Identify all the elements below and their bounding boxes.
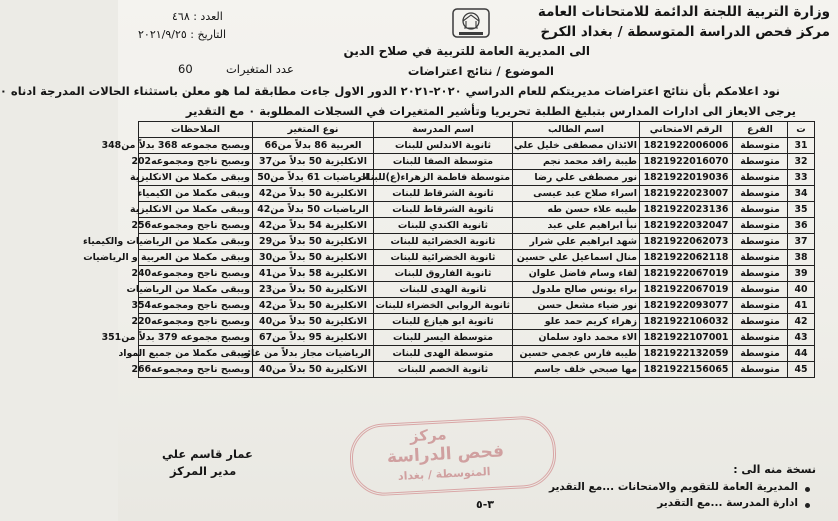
table-row [139, 138, 815, 154]
branch-cell: متوسطة [733, 202, 788, 218]
table-row [139, 154, 815, 170]
row-number: 33 [788, 170, 815, 186]
notes-cell: ويبقى مكملا من جميع المواد [139, 346, 253, 362]
notes-cell: ويبقى مكملا من الانكليزية [139, 170, 253, 186]
row-number: 40 [788, 282, 815, 298]
change-type-cell: الانكليزية 50 بدلاً من37 [253, 154, 374, 170]
exam-number-cell: 1821922156065 [640, 362, 733, 378]
notes-cell: ويبقى مكملا من الانكليزية [139, 202, 253, 218]
table-row [139, 186, 815, 202]
exam-number-cell: 1821922062073 [640, 234, 733, 250]
table-row [139, 282, 815, 298]
change-type-cell: الانكليزية 50 بدلاً من42 [253, 298, 374, 314]
exam-number-cell: 1821922006006 [640, 138, 733, 154]
copy-recipient: المديرية العامة للتقويم والامتحانات ...مع التقدير [548, 481, 798, 493]
change-type-cell: الانكليزية 50 بدلاً من40 [253, 362, 374, 378]
change-type-cell: الانكليزية 50 بدلاً من42 [253, 186, 374, 202]
school-name-cell: متوسطة فاطمة الزهراء(ع)للبنات [374, 170, 513, 186]
exam-number-cell: 1821922016070 [640, 154, 733, 170]
exam-number-cell: 1821922023007 [640, 186, 733, 202]
exam-number-cell: 1821922067019 [640, 282, 733, 298]
student-name-cell: زهراء كريم حمد علو [513, 314, 640, 330]
branch-cell: متوسطة [733, 346, 788, 362]
row-number: 45 [788, 362, 815, 378]
document-number: العدد : ٤٦٨ [172, 10, 223, 23]
table-row [139, 170, 815, 186]
branch-cell: متوسطة [733, 234, 788, 250]
school-name-cell: ثانوية الفاروق للبنات [374, 266, 513, 282]
student-name-cell: شهد ابراهيم علي شرار [513, 234, 640, 250]
student-name-cell: نور مصطفى علي رضا [513, 170, 640, 186]
recipient-line: الى المديرية العامة للتربية في صلاح الدين [343, 44, 590, 58]
row-number: 32 [788, 154, 815, 170]
variables-count-label: عدد المتغيرات [225, 62, 294, 76]
row-number: 38 [788, 250, 815, 266]
school-name-cell: متوسطة الهدى للبنات [374, 346, 513, 362]
table-row [139, 330, 815, 346]
exam-number-cell: 1821922067019 [640, 266, 733, 282]
branch-cell: متوسطة [733, 330, 788, 346]
student-name-cell: اسراء صلاح عبد عيسى [513, 186, 640, 202]
notes-cell: ويصبح ناجح ومجموعه266 [139, 362, 253, 378]
school-name-cell: متوسطة الصفا للبنات [374, 154, 513, 170]
notes-cell: ويبقى مكملا من الرياضيات والكيمياء [139, 234, 253, 250]
signatory-title: مدير المركز [170, 464, 237, 478]
notes-cell: ويصبح ناجح ومجموعه202 [139, 154, 253, 170]
table-row [139, 314, 815, 330]
student-name-cell: طيبه علاء حسن طه [513, 202, 640, 218]
school-name-cell: ثانوية الروابي الخضراء للبنات [374, 298, 513, 314]
row-number: 41 [788, 298, 815, 314]
notes-cell: ويبقى مكملا من الرياضيات [139, 282, 253, 298]
row-number: 43 [788, 330, 815, 346]
column-header: ت [788, 122, 815, 138]
notes-cell: ويصبح مجموعه 379 بدلاً من351 [139, 330, 253, 346]
row-number: 42 [788, 314, 815, 330]
change-type-cell: الرياضيات مجاز بدلاً من غائب [253, 346, 374, 362]
school-name-cell: ثانوية الهدى للبنات [374, 282, 513, 298]
stamp-line-1: مركز [409, 425, 448, 446]
exam-number-cell: 1821922132059 [640, 346, 733, 362]
change-type-cell: الانكليزية 54 بدلاً من42 [253, 218, 374, 234]
student-name-cell: نور ضياء مشعل حسن [513, 298, 640, 314]
student-name-cell: طيبة راقد محمد نجم [513, 154, 640, 170]
table-row [139, 346, 815, 362]
school-name-cell: ثانوية الكندي للبنات [374, 218, 513, 234]
center-heading: مركز فحص الدراسة المتوسطة / بغداد الكرخ [540, 24, 830, 40]
student-name-cell: براء يونس صالح ملدول [513, 282, 640, 298]
exam-number-cell: 1821922062118 [640, 250, 733, 266]
notes-cell: ويصبح ناجح ومجموعه240 [139, 266, 253, 282]
change-type-cell: الانكليزية 95 بدلاً من67 [253, 330, 374, 346]
change-type-cell: الانكليزية 50 بدلاً من29 [253, 234, 374, 250]
notes-cell: ويصبح ناجح ومجموعه256 [139, 218, 253, 234]
branch-cell: متوسطة [733, 314, 788, 330]
change-type-cell: الانكليزية 50 بدلاً من40 [253, 314, 374, 330]
exam-number-cell: 1821922093077 [640, 298, 733, 314]
change-type-cell: الرياضيات 61 بدلاً من50 [253, 170, 374, 186]
student-name-cell: منال اسماعيل علي حسين [513, 250, 640, 266]
exam-number-cell: 1821922019036 [640, 170, 733, 186]
exam-number-cell: 1821922107001 [640, 330, 733, 346]
bullet-icon [805, 487, 810, 492]
column-header: الرقم الامتحاني [640, 122, 733, 138]
notes-cell: ويصبح ناجح ومجموعه220 [139, 314, 253, 330]
table-header-row [139, 122, 815, 138]
row-number: 37 [788, 234, 815, 250]
column-header: اسم الطالب [513, 122, 640, 138]
school-name-cell: ثانوية الخضرائية للبنات [374, 250, 513, 266]
stamp-line-2: فحص الدراسة [386, 441, 505, 468]
column-header: الفرع [733, 122, 788, 138]
table-row [139, 234, 815, 250]
table-row [139, 202, 815, 218]
bullet-icon [805, 503, 810, 508]
row-number: 31 [788, 138, 815, 154]
student-name-cell: طيبه فارس عجمي حسين [513, 346, 640, 362]
notes-cell: ويصبح ناجح ومجموعه354 [139, 298, 253, 314]
official-stamp [348, 415, 557, 498]
copies-title: نسخة منه الى : [733, 463, 816, 476]
student-name-cell: مها صبحي خلف جاسم [513, 362, 640, 378]
notes-cell: ويبقى مكملا من العربية و الرياضيات [139, 250, 253, 266]
document-date: التاريخ : ٢٠٢١/٩/٢٥ [138, 28, 227, 41]
body-paragraph-line-2: يرجى الايعاز الى ادارات المدارس بتبليغ الطلبة تحريريا وتأشير المتغيرات في السجلات المطلوبة ٠ مع التقدير [185, 104, 796, 118]
results-table [82, 121, 815, 378]
body-paragraph-line-1: نود اعلامكم بأن نتائج اعتراضات مديريتكم للعام الدراسي ٢٠٢٠-٢٠٢١ الدور الاول جاءت مطابقة لما هو معلن باستثناء الحالات المدرجة ادناه ٠ [0, 84, 780, 98]
branch-cell: متوسطة [733, 362, 788, 378]
row-number: 34 [788, 186, 815, 202]
student-name-cell: لقاء وسام فاضل علوان [513, 266, 640, 282]
branch-cell: متوسطة [733, 266, 788, 282]
school-name-cell: متوسطة اليسر للبنات [374, 330, 513, 346]
branch-cell: متوسطة [733, 218, 788, 234]
table-row [139, 266, 815, 282]
notes-cell: ويبقى مكملا من الكيمياء [139, 186, 253, 202]
signatory-name: عمار قاسم علي [162, 447, 253, 461]
subject-line: الموضوع / نتائج اعتراضات [407, 64, 554, 78]
exam-number-cell: 1821922032047 [640, 218, 733, 234]
table-row [139, 362, 815, 378]
school-name-cell: ثانوية الشرقاط للبنات [374, 202, 513, 218]
variables-count [178, 62, 294, 76]
exam-number-cell: 1821922023136 [640, 202, 733, 218]
branch-cell: متوسطة [733, 186, 788, 202]
table-row [139, 218, 815, 234]
student-name-cell: الائذان مصطفى خليل علي [513, 138, 640, 154]
school-name-cell: ثانوية الخصم للبنات [374, 362, 513, 378]
row-number: 35 [788, 202, 815, 218]
ministry-heading: وزارة التربية اللجنة الدائمة للامتحانات العامة [537, 4, 830, 20]
student-name-cell: نبأ ابراهيم علي عبد [513, 218, 640, 234]
branch-cell: متوسطة [733, 298, 788, 314]
table-body [82, 138, 815, 378]
change-type-cell: الانكليزية 58 بدلاً من41 [253, 266, 374, 282]
branch-cell: متوسطة [733, 282, 788, 298]
notes-cell: ويصبح مجموعه 368 بدلاً من348 [139, 138, 253, 154]
branch-cell: متوسطة [733, 154, 788, 170]
change-type-cell: الانكليزية 50 بدلاً من30 [253, 250, 374, 266]
change-type-cell: الرياضيات 50 بدلاً من42 [253, 202, 374, 218]
exam-number-cell: 1821922106032 [640, 314, 733, 330]
row-number: 44 [788, 346, 815, 362]
stamp-line-3: المتوسطة / بغداد [397, 465, 491, 483]
ministry-logo-icon [450, 6, 492, 40]
column-header: الملاحظات [139, 122, 253, 138]
table-row [139, 250, 815, 266]
school-name-cell: ثانوية الخضرائية للبنات [374, 234, 513, 250]
column-header: نوع المتغير [253, 122, 374, 138]
school-name-cell: ثانوية الاندلس للبنات [374, 138, 513, 154]
change-type-cell: العربية 86 بدلاً من66 [253, 138, 374, 154]
school-name-cell: ثانوية الشرقاط للبنات [374, 186, 513, 202]
variables-count-value: 60 [178, 62, 193, 76]
branch-cell: متوسطة [733, 250, 788, 266]
branch-cell: متوسطة [733, 170, 788, 186]
column-header: اسم المدرسة [374, 122, 513, 138]
copy-recipient: ادارة المدرسة ...مع التقدير [657, 497, 798, 509]
table-row [139, 298, 815, 314]
row-number: 36 [788, 218, 815, 234]
branch-cell: متوسطة [733, 138, 788, 154]
change-type-cell: الانكليزية 50 بدلاً من23 [253, 282, 374, 298]
student-name-cell: الاء محمد داود سلمان [513, 330, 640, 346]
row-number: 39 [788, 266, 815, 282]
page-number: ٣-٥ [476, 498, 495, 511]
school-name-cell: ثانوية ابو هيازع للبنات [374, 314, 513, 330]
